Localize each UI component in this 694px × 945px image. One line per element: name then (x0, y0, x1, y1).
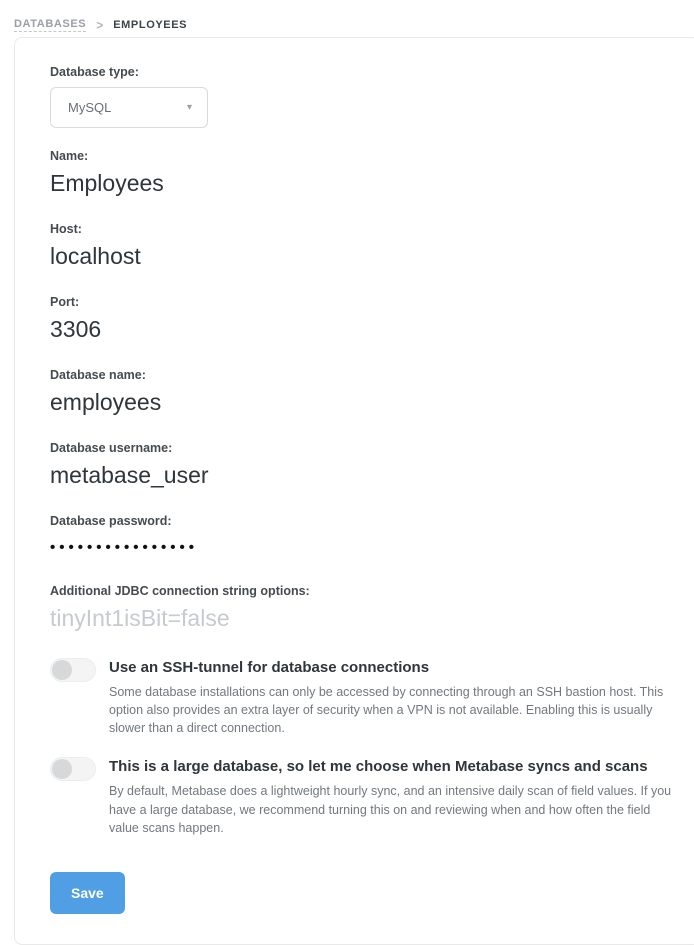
database-type-field (50, 65, 679, 128)
large-database-section (50, 756, 679, 836)
host-field (50, 222, 679, 270)
ssh-tunnel-title: Use an SSH-tunnel for database connections (109, 659, 430, 676)
host-input[interactable] (50, 243, 570, 270)
port-label: Port: (50, 295, 80, 309)
database-name-input[interactable] (50, 389, 570, 416)
database-name-field (50, 368, 679, 416)
chevron-right-icon: > (96, 17, 104, 33)
name-input[interactable] (50, 170, 570, 197)
save-button[interactable]: Save (50, 872, 125, 914)
database-edit-card (14, 37, 694, 945)
large-database-text (109, 756, 679, 836)
jdbc-options-input[interactable] (50, 605, 570, 632)
ssh-tunnel-toggle[interactable] (50, 658, 96, 682)
breadcrumb-current-page: EMPLOYEES (113, 19, 188, 31)
jdbc-options-field (50, 584, 679, 632)
jdbc-options-label: Additional JDBC connection string options: (50, 584, 310, 598)
database-name-label: Database name: (50, 368, 146, 382)
large-database-description: By default, Metabase does a lightweight hourly sync, and an intensive daily scan of field values. If you have a large database, we recommend turning this on and reviewing when and how often the field value scans happen. (109, 784, 672, 835)
database-username-field (50, 441, 679, 489)
ssh-tunnel-section (50, 657, 679, 737)
database-type-select[interactable] (50, 87, 208, 128)
port-input[interactable] (50, 316, 570, 343)
host-label: Host: (50, 222, 82, 236)
name-field (50, 149, 679, 197)
toggle-knob (52, 759, 72, 779)
chevron-down-icon: ▾ (186, 101, 192, 113)
ssh-tunnel-text (109, 657, 679, 737)
database-type-selected-value: MySQL (68, 100, 112, 115)
database-password-field (50, 514, 679, 559)
breadcrumb (0, 0, 694, 37)
database-type-label: Database type: (50, 65, 139, 79)
toggle-knob (52, 660, 72, 680)
name-label: Name: (50, 149, 89, 163)
database-username-input[interactable] (50, 462, 570, 489)
breadcrumb-databases-link[interactable]: DATABASES (14, 18, 87, 30)
large-database-title: This is a large database, so let me choose when Metabase syncs and scans (109, 758, 648, 776)
ssh-tunnel-description: Some database installations can only be accessed by connecting through an SSH bastion host. This option also provides an extra layer of security when a VPN is not available. Enabling this is usually slower than a direct connection. (109, 685, 664, 736)
large-database-toggle[interactable] (50, 757, 96, 781)
port-field (50, 295, 679, 343)
database-password-input[interactable] (50, 535, 570, 559)
database-username-label: Database username: (50, 441, 173, 455)
database-password-label: Database password: (50, 514, 172, 528)
